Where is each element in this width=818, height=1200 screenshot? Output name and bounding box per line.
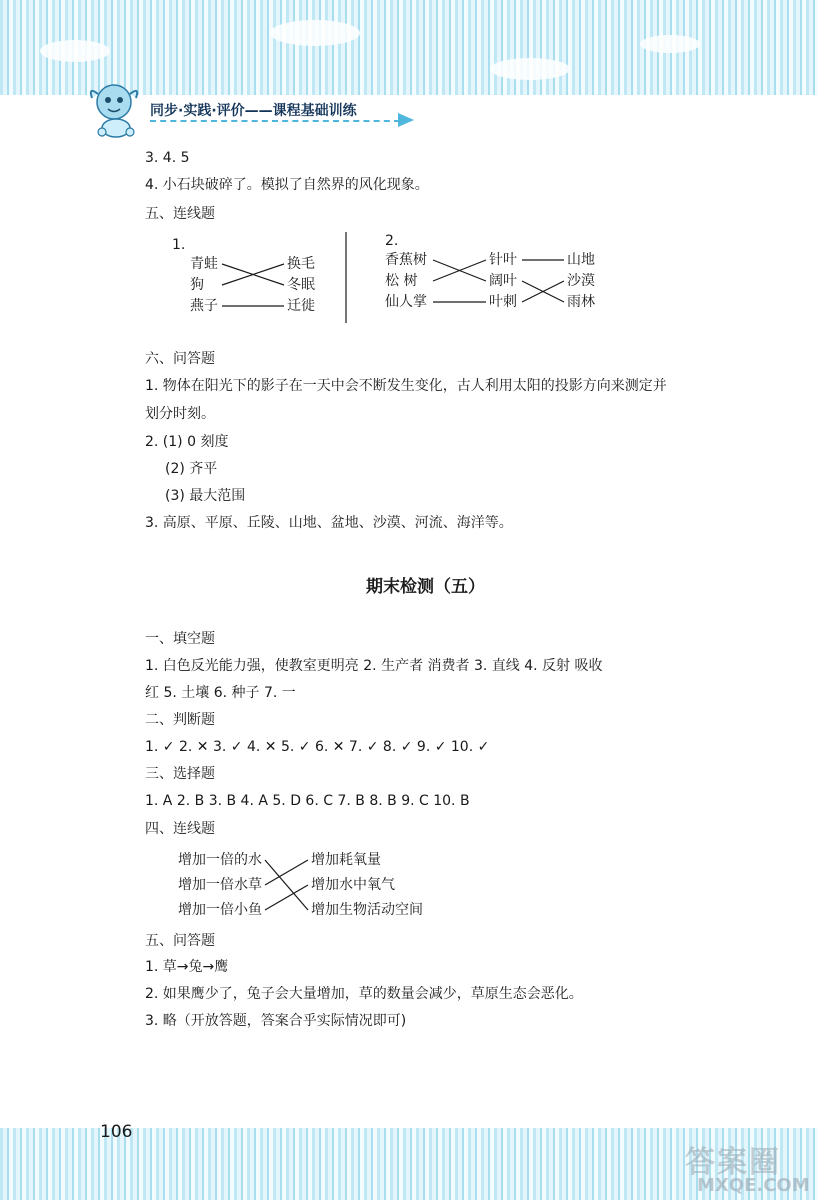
match-right-item: 山地: [567, 252, 595, 268]
match-left-item: 狗: [190, 277, 204, 293]
match-mid-item: 叶刺: [489, 294, 517, 310]
section-heading: 一、填空题: [145, 631, 215, 647]
match-right-item: 冬眠: [287, 277, 315, 293]
answer-line: 1. 物体在阳光下的影子在一天中会不断发生变化，古人利用太阳的投影方向来测定并: [145, 378, 667, 394]
section-heading: 四、连线题: [145, 821, 215, 837]
watermark-logo: 答案圈: [685, 1145, 781, 1180]
section-heading: 五、连线题: [145, 206, 215, 222]
match-right-item: 雨林: [567, 294, 595, 310]
answer-line: 3. 略（开放答题，答案合乎实际情况即可): [145, 1013, 407, 1029]
match-right-item: 增加耗氧量: [311, 852, 381, 868]
answer-line: 2. 如果鹰少了，兔子会大量增加，草的数量会减少，草原生态会恶化。: [145, 986, 583, 1002]
match-right-item: 沙漠: [567, 273, 595, 289]
match-right-item: 增加生物活动空间: [311, 902, 423, 918]
match-left-item: 松 树: [385, 273, 418, 289]
match-mid-item: 针叶: [489, 252, 517, 268]
page-title: 期末检测（五）: [366, 577, 485, 597]
answer-line: 4. 小石块破碎了。模拟了自然界的风化现象。: [145, 177, 429, 193]
answer-line: 1. A 2. B 3. B 4. A 5. D 6. C 7. B 8. B 9. C 10. B: [145, 793, 470, 809]
section-heading: 三、选择题: [145, 766, 215, 782]
answer-line: (3) 最大范围: [165, 488, 246, 504]
header-title: 同步·实践·评价——课程基础训练: [150, 103, 357, 119]
section-heading: 二、判断题: [145, 712, 215, 728]
page-number: 106: [100, 1122, 133, 1142]
answer-line: (2) 齐平: [165, 461, 218, 477]
answer-line: 3. 4. 5: [145, 150, 190, 166]
match-number: 2.: [385, 233, 399, 249]
match-left-item: 燕子: [190, 298, 218, 314]
answer-line: 1. 白色反光能力强，使教室更明亮 2. 生产者 消费者 3. 直线 4. 反射 吸收: [145, 658, 603, 674]
match-left-item: 增加一倍水草: [178, 877, 262, 893]
match-left-item: 增加一倍小鱼: [178, 902, 262, 918]
match-left-item: 香蕉树: [385, 252, 427, 268]
match-left-item: 青蛙: [190, 256, 218, 272]
answer-line: 1. 草→兔→鹰: [145, 959, 229, 975]
answer-line: 红 5. 土壤 6. 种子 7. 一: [145, 685, 296, 701]
answer-line: 划分时刻。: [145, 406, 215, 422]
match-mid-item: 阔叶: [489, 273, 517, 289]
answer-line: 2. (1) 0 刻度: [145, 434, 229, 450]
match-left-item: 仙人掌: [385, 294, 427, 310]
match-right-item: 增加水中氧气: [311, 877, 395, 893]
section-heading: 六、问答题: [145, 351, 215, 367]
match-right-item: 换毛: [287, 256, 315, 272]
match-right-item: 迁徙: [287, 298, 315, 314]
answer-line: 1. ✓ 2. ✕ 3. ✓ 4. ✕ 5. ✓ 6. ✕ 7. ✓ 8. ✓ 9. ✓ 10. ✓: [145, 739, 490, 755]
answer-line: 3. 高原、平原、丘陵、山地、盆地、沙漠、河流、海洋等。: [145, 515, 513, 531]
section-heading: 五、问答题: [145, 933, 215, 949]
match-number: 1.: [172, 237, 186, 253]
watermark-site: MXQE.COM: [697, 1175, 810, 1196]
match-left-item: 增加一倍的水: [178, 852, 262, 868]
